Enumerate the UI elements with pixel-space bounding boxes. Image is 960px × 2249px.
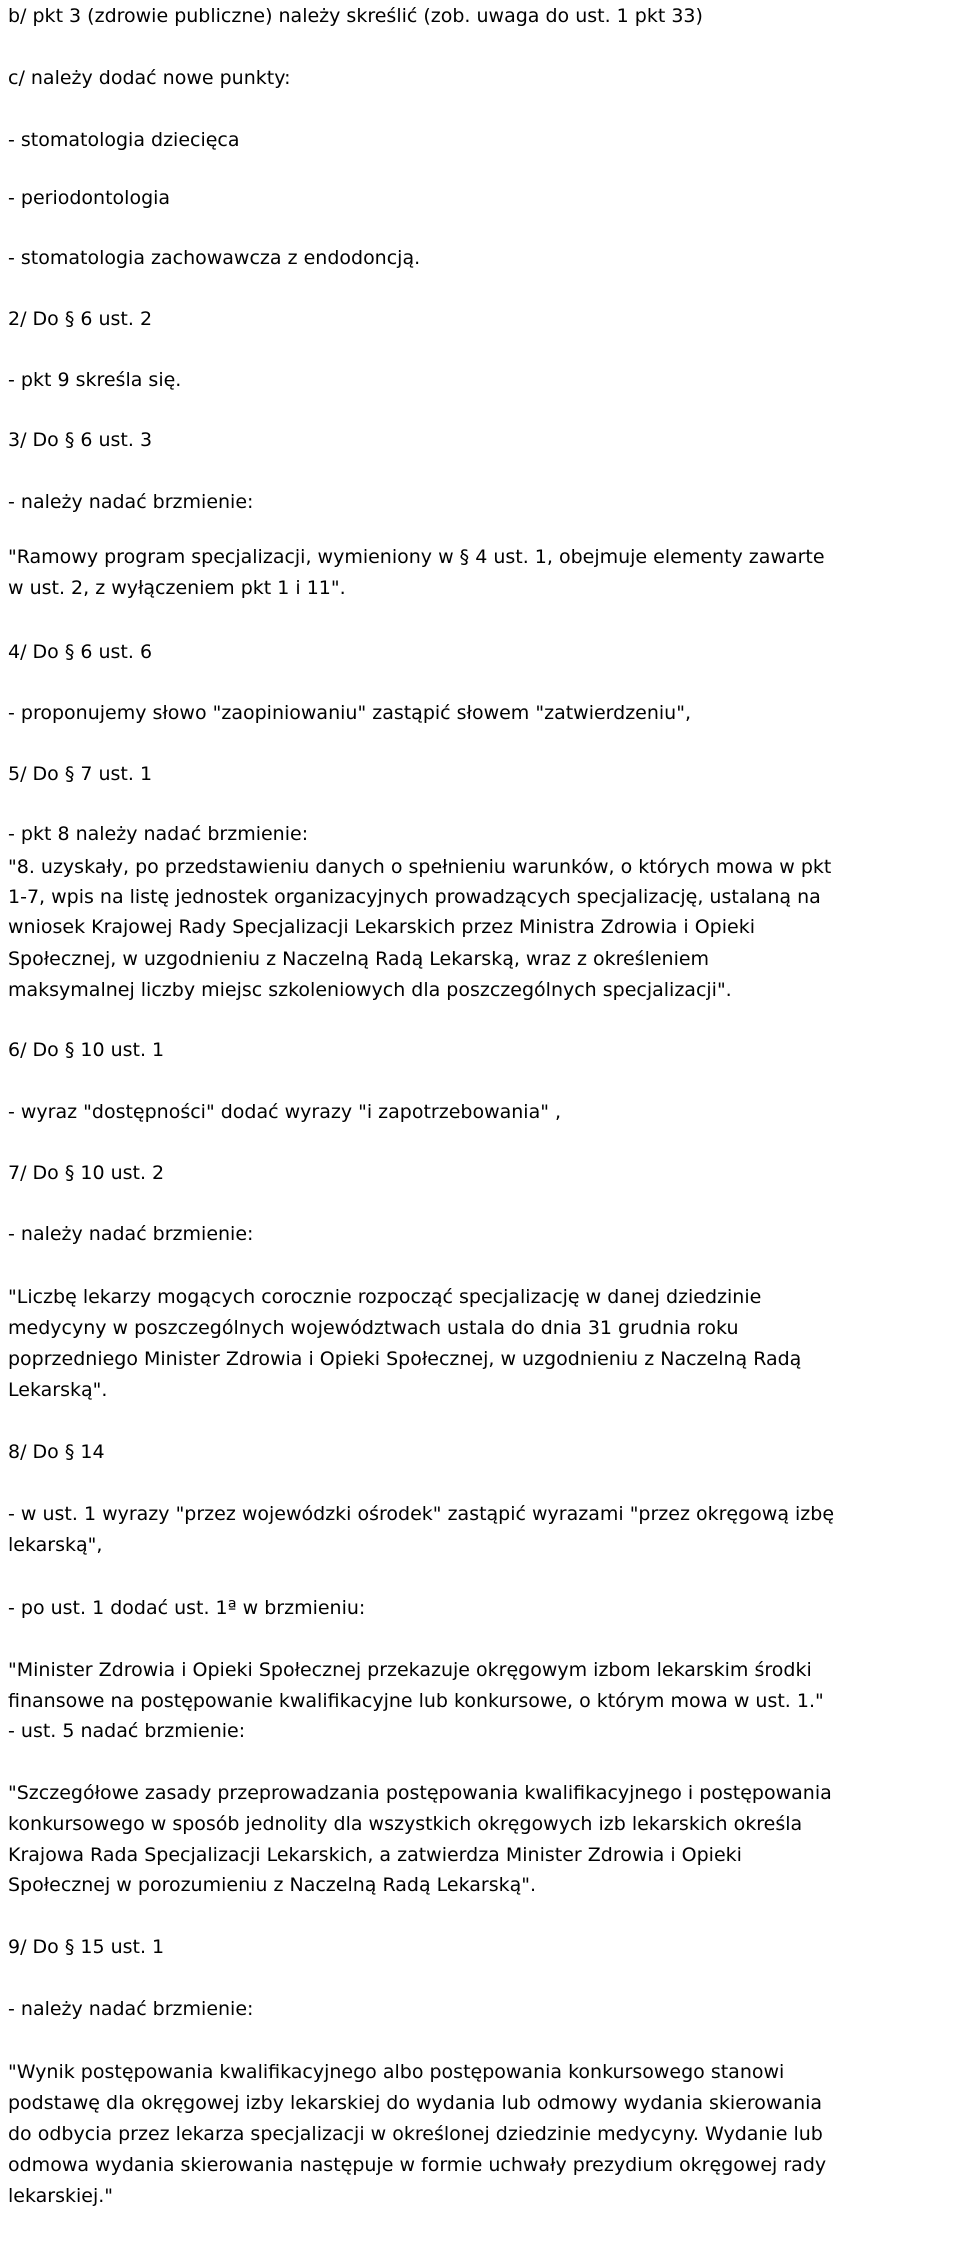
text-line: "Wynik postępowania kwalifikacyjnego albo postępowania konkursowego stanowi (8, 2061, 785, 2083)
section-heading: 4/ Do § 6 ust. 6 (8, 641, 153, 663)
text-line: - po ust. 1 dodać ust. 1ª w brzmieniu: (8, 1597, 366, 1619)
text-line: - proponujemy słowo "zaopiniowaniu" zastąpić słowem "zatwierdzeniu", (8, 702, 692, 724)
text-line: Społecznej, w uzgodnieniu z Naczelną Radą Lekarską, wraz z określeniem (8, 948, 710, 970)
text-line: - ust. 5 nadać brzmienie: (8, 1720, 246, 1742)
text-line: Społecznej w porozumieniu z Naczelną Radą Lekarską". (8, 1874, 537, 1896)
text-line: - pkt 8 należy nadać brzmienie: (8, 823, 309, 845)
text-line: maksymalnej liczby miejsc szkoleniowych dla poszczególnych specjalizacji". (8, 979, 732, 1001)
text-line: poprzedniego Minister Zdrowia i Opieki Społecznej, w uzgodnieniu z Naczelną Radą (8, 1348, 802, 1370)
text-line: "Szczegółowe zasady przeprowadzania postępowania kwalifikacyjnego i postępowania (8, 1782, 832, 1804)
text-line: - w ust. 1 wyrazy "przez wojewódzki ośrodek" zastąpić wyrazami "przez okręgową izbę (8, 1503, 835, 1525)
text-line: lekarskiej." (8, 2185, 114, 2207)
text-line: w ust. 2, z wyłączeniem pkt 1 i 11". (8, 577, 346, 599)
text-line: - periodontologia (8, 187, 171, 209)
text-line: Lekarską". (8, 1379, 108, 1401)
text-line: do odbycia przez lekarza specjalizacji w określonej dziedzinie medycyny. Wydanie lub (8, 2123, 823, 2145)
section-heading: 3/ Do § 6 ust. 3 (8, 429, 153, 451)
section-heading: 9/ Do § 15 ust. 1 (8, 1936, 165, 1958)
section-heading: 8/ Do § 14 (8, 1441, 105, 1463)
text-line: - stomatologia zachowawcza z endodoncją. (8, 247, 421, 269)
text-line: "Liczbę lekarzy mogących corocznie rozpocząć specjalizację w danej dziedzinie (8, 1286, 762, 1308)
text-line: Krajowa Rada Specjalizacji Lekarskich, a zatwierdza Minister Zdrowia i Opieki (8, 1844, 742, 1866)
text-line: 1-7, wpis na listę jednostek organizacyjnych prowadzących specjalizację, ustalaną na (8, 886, 821, 908)
text-line: "Minister Zdrowia i Opieki Społecznej przekazuje okręgowym izbom lekarskim środki (8, 1659, 812, 1681)
section-heading: 7/ Do § 10 ust. 2 (8, 1162, 165, 1184)
text-line: - pkt 9 skreśla się. (8, 369, 182, 391)
text-line: podstawę dla okręgowej izby lekarskiej do wydania lub odmowy wydania skierowania (8, 2092, 823, 2114)
text-line: "Ramowy program specjalizacji, wymieniony w § 4 ust. 1, obejmuje elementy zawarte (8, 546, 825, 568)
section-heading: 2/ Do § 6 ust. 2 (8, 308, 153, 330)
text-line: wniosek Krajowej Rady Specjalizacji Lekarskich przez Ministra Zdrowia i Opieki (8, 916, 755, 938)
text-line: - należy nadać brzmienie: (8, 491, 254, 513)
text-line: c/ należy dodać nowe punkty: (8, 67, 291, 89)
text-line: - należy nadać brzmienie: (8, 1998, 254, 2020)
text-line: odmowa wydania skierowania następuje w formie uchwały prezydium okręgowej rady (8, 2154, 827, 2176)
section-heading: 5/ Do § 7 ust. 1 (8, 763, 153, 785)
text-line: lekarską", (8, 1534, 103, 1556)
text-line: - wyraz "dostępności" dodać wyrazy "i zapotrzebowania" , (8, 1101, 562, 1123)
text-line: finansowe na postępowanie kwalifikacyjne lub konkursowe, o którym mowa w ust. 1." (8, 1690, 824, 1712)
text-line: medycyny w poszczególnych województwach ustala do dnia 31 grudnia roku (8, 1317, 739, 1339)
text-line: b/ pkt 3 (zdrowie publiczne) należy skreślić (zob. uwaga do ust. 1 pkt 33) (8, 5, 703, 27)
text-line: - należy nadać brzmienie: (8, 1223, 254, 1245)
text-line: konkursowego w sposób jednolity dla wszystkich okręgowych izb lekarskich określa (8, 1813, 803, 1835)
text-line: - stomatologia dziecięca (8, 129, 240, 151)
section-heading: 6/ Do § 10 ust. 1 (8, 1039, 165, 1061)
text-line: "8. uzyskały, po przedstawieniu danych o spełnieniu warunków, o których mowa w pkt (8, 856, 832, 878)
